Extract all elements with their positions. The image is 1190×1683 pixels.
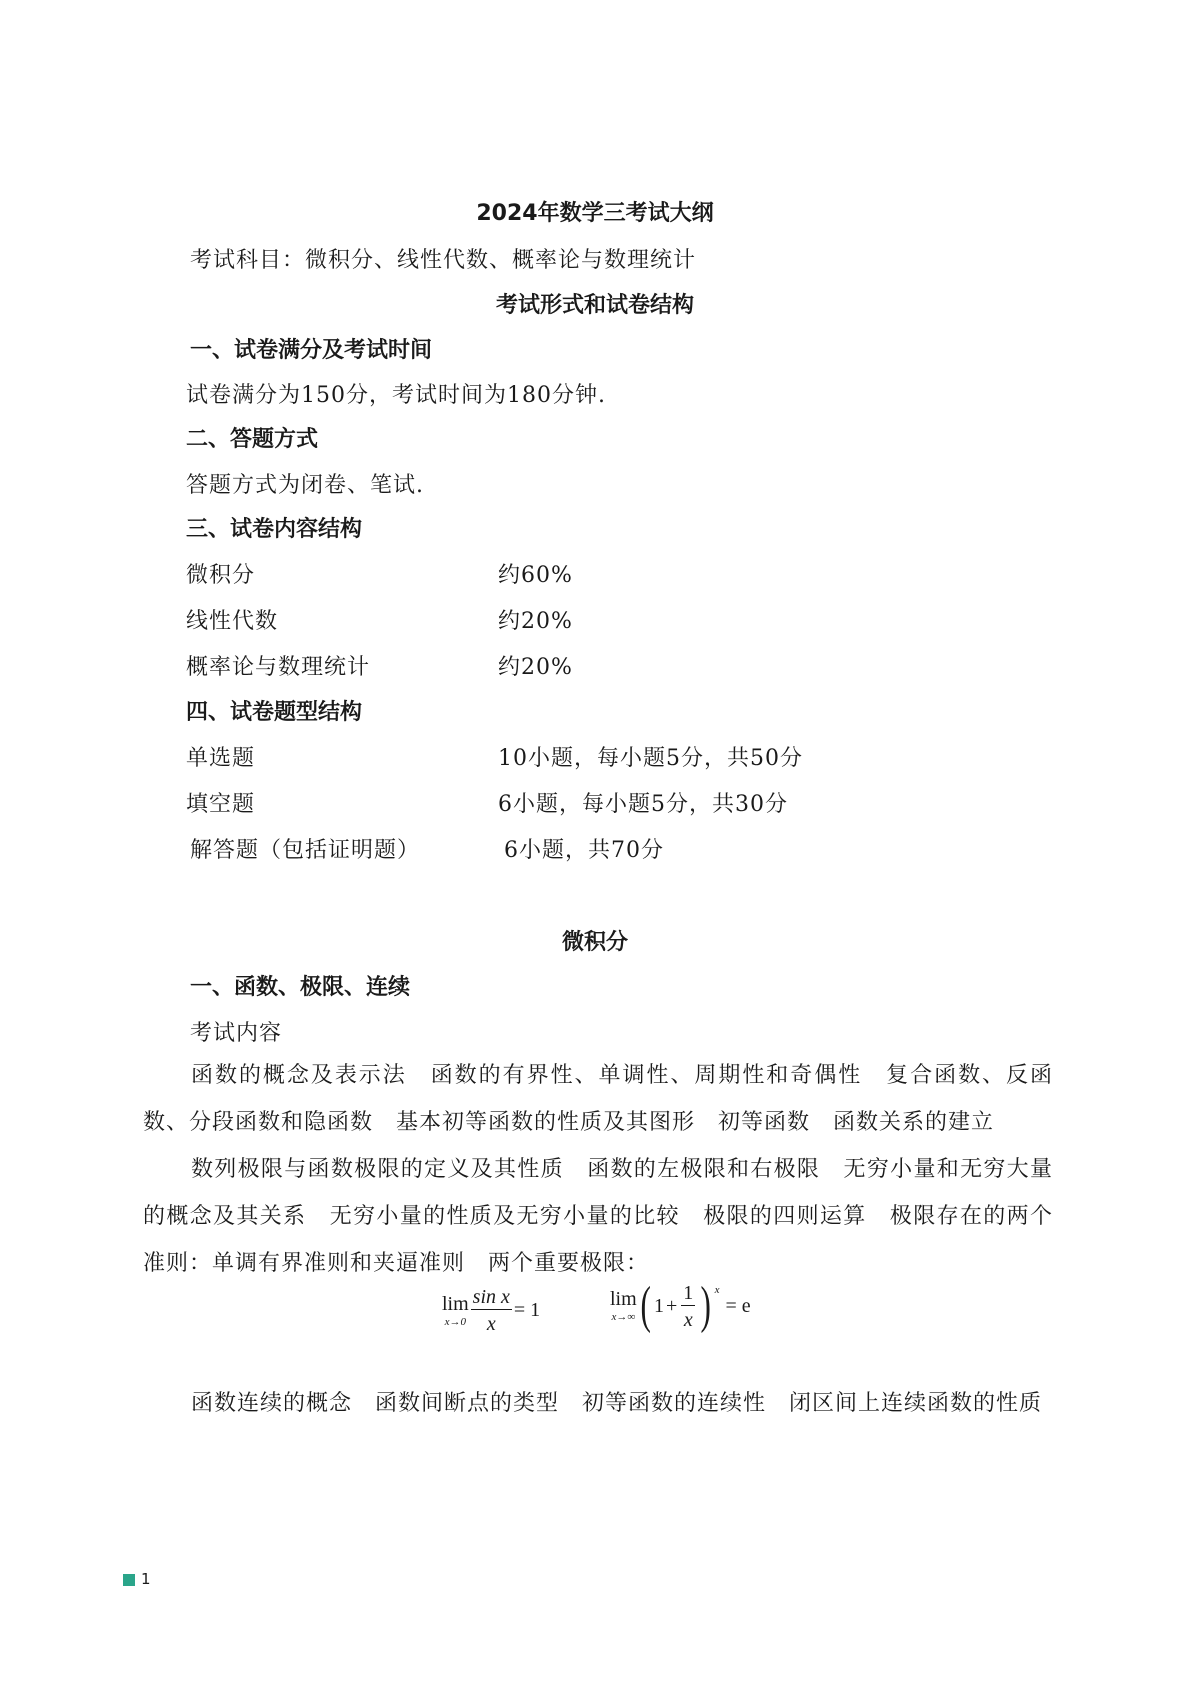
formula-sin-limit (442, 1287, 540, 1334)
fraction (471, 1287, 512, 1334)
question-type-label: 解答题（包括证明题） (190, 838, 421, 863)
calculus-title: 微积分 (561, 930, 628, 955)
fraction-denominator: x (683, 1308, 693, 1331)
lim-subscript: x→0 (444, 1315, 467, 1328)
doc-title: 2024年数学三考试大纲 (476, 201, 714, 226)
left-paren: ( (640, 1277, 651, 1334)
paragraph-continuity: 函数连续的概念 函数间断点的类型 初等函数的连续性 闭区间上连续函数的性质 (191, 1391, 1043, 1416)
content-row-value: 约60% (498, 563, 573, 588)
formula-e-limit (610, 1277, 751, 1334)
lim-text: lim (610, 1288, 637, 1310)
content-row-label: 概率论与数理统计 (186, 655, 371, 680)
question-type-value: 6小题，共70分 (504, 838, 664, 863)
content-row-label: 微积分 (186, 563, 256, 588)
chapter1-heading: 一、函数、极限、连续 (190, 975, 411, 1000)
fraction-numerator: 1 (683, 1281, 694, 1304)
question-type-value: 10小题，每小题5分，共50分 (498, 746, 803, 771)
lim-subscript: x→∞ (611, 1311, 636, 1323)
part4-heading: 四、试卷题型结构 (186, 700, 363, 725)
one-term: 1 (654, 1294, 664, 1317)
exponent: x (714, 1284, 720, 1296)
right-paren: ) (700, 1277, 712, 1334)
content-row-value: 约20% (498, 655, 573, 680)
fraction-numerator: sin x (472, 1286, 510, 1308)
page-number: 1 (141, 1570, 151, 1588)
exam-subjects: 考试科目：微积分、线性代数、概率论与数理统计 (190, 248, 697, 273)
part1-heading: 一、试卷满分及考试时间 (190, 338, 433, 363)
equals-one: = 1 (513, 1299, 541, 1321)
paragraph-limits: 数列极限与函数极限的定义及其性质 函数的左极限和右极限 无穷小量和无穷大量的概念及其关系 无穷小量的性质及无穷小量的比较 极限的四则运算 极限存在的两个准则：单调有界准则和夹逼准则 两个重要极限： (143, 1157, 1053, 1276)
equals-e: = e (725, 1294, 751, 1317)
fraction (681, 1283, 695, 1330)
lim-operator (442, 1294, 469, 1328)
part3-heading: 三、试卷内容结构 (186, 517, 363, 542)
paragraph-functions: 函数的概念及表示法 函数的有界性、单调性、周期性和奇偶性 复合函数、反函数、分段函数和隐函数 基本初等函数的性质及其图形 初等函数 函数关系的建立 (143, 1063, 1053, 1135)
question-type-value: 6小题，每小题5分，共30分 (498, 792, 788, 817)
fraction-denominator: x (486, 1313, 496, 1335)
content-row-value: 约20% (498, 609, 573, 634)
plus-sign: + (666, 1294, 678, 1317)
content-row-label: 线性代数 (186, 609, 279, 634)
question-type-label: 填空题 (186, 792, 256, 817)
part2-text: 答题方式为闭卷、笔试. (186, 473, 424, 498)
footer-square-icon (123, 1574, 135, 1586)
content-label: 考试内容 (190, 1021, 283, 1046)
question-type-label: 单选题 (186, 746, 256, 771)
section-title: 考试形式和试卷结构 (495, 293, 694, 318)
part2-heading: 二、答题方式 (186, 427, 319, 452)
part1-text: 试卷满分为150分，考试时间为180分钟. (186, 383, 606, 408)
lim-operator (610, 1289, 637, 1323)
lim-text: lim (442, 1292, 469, 1315)
